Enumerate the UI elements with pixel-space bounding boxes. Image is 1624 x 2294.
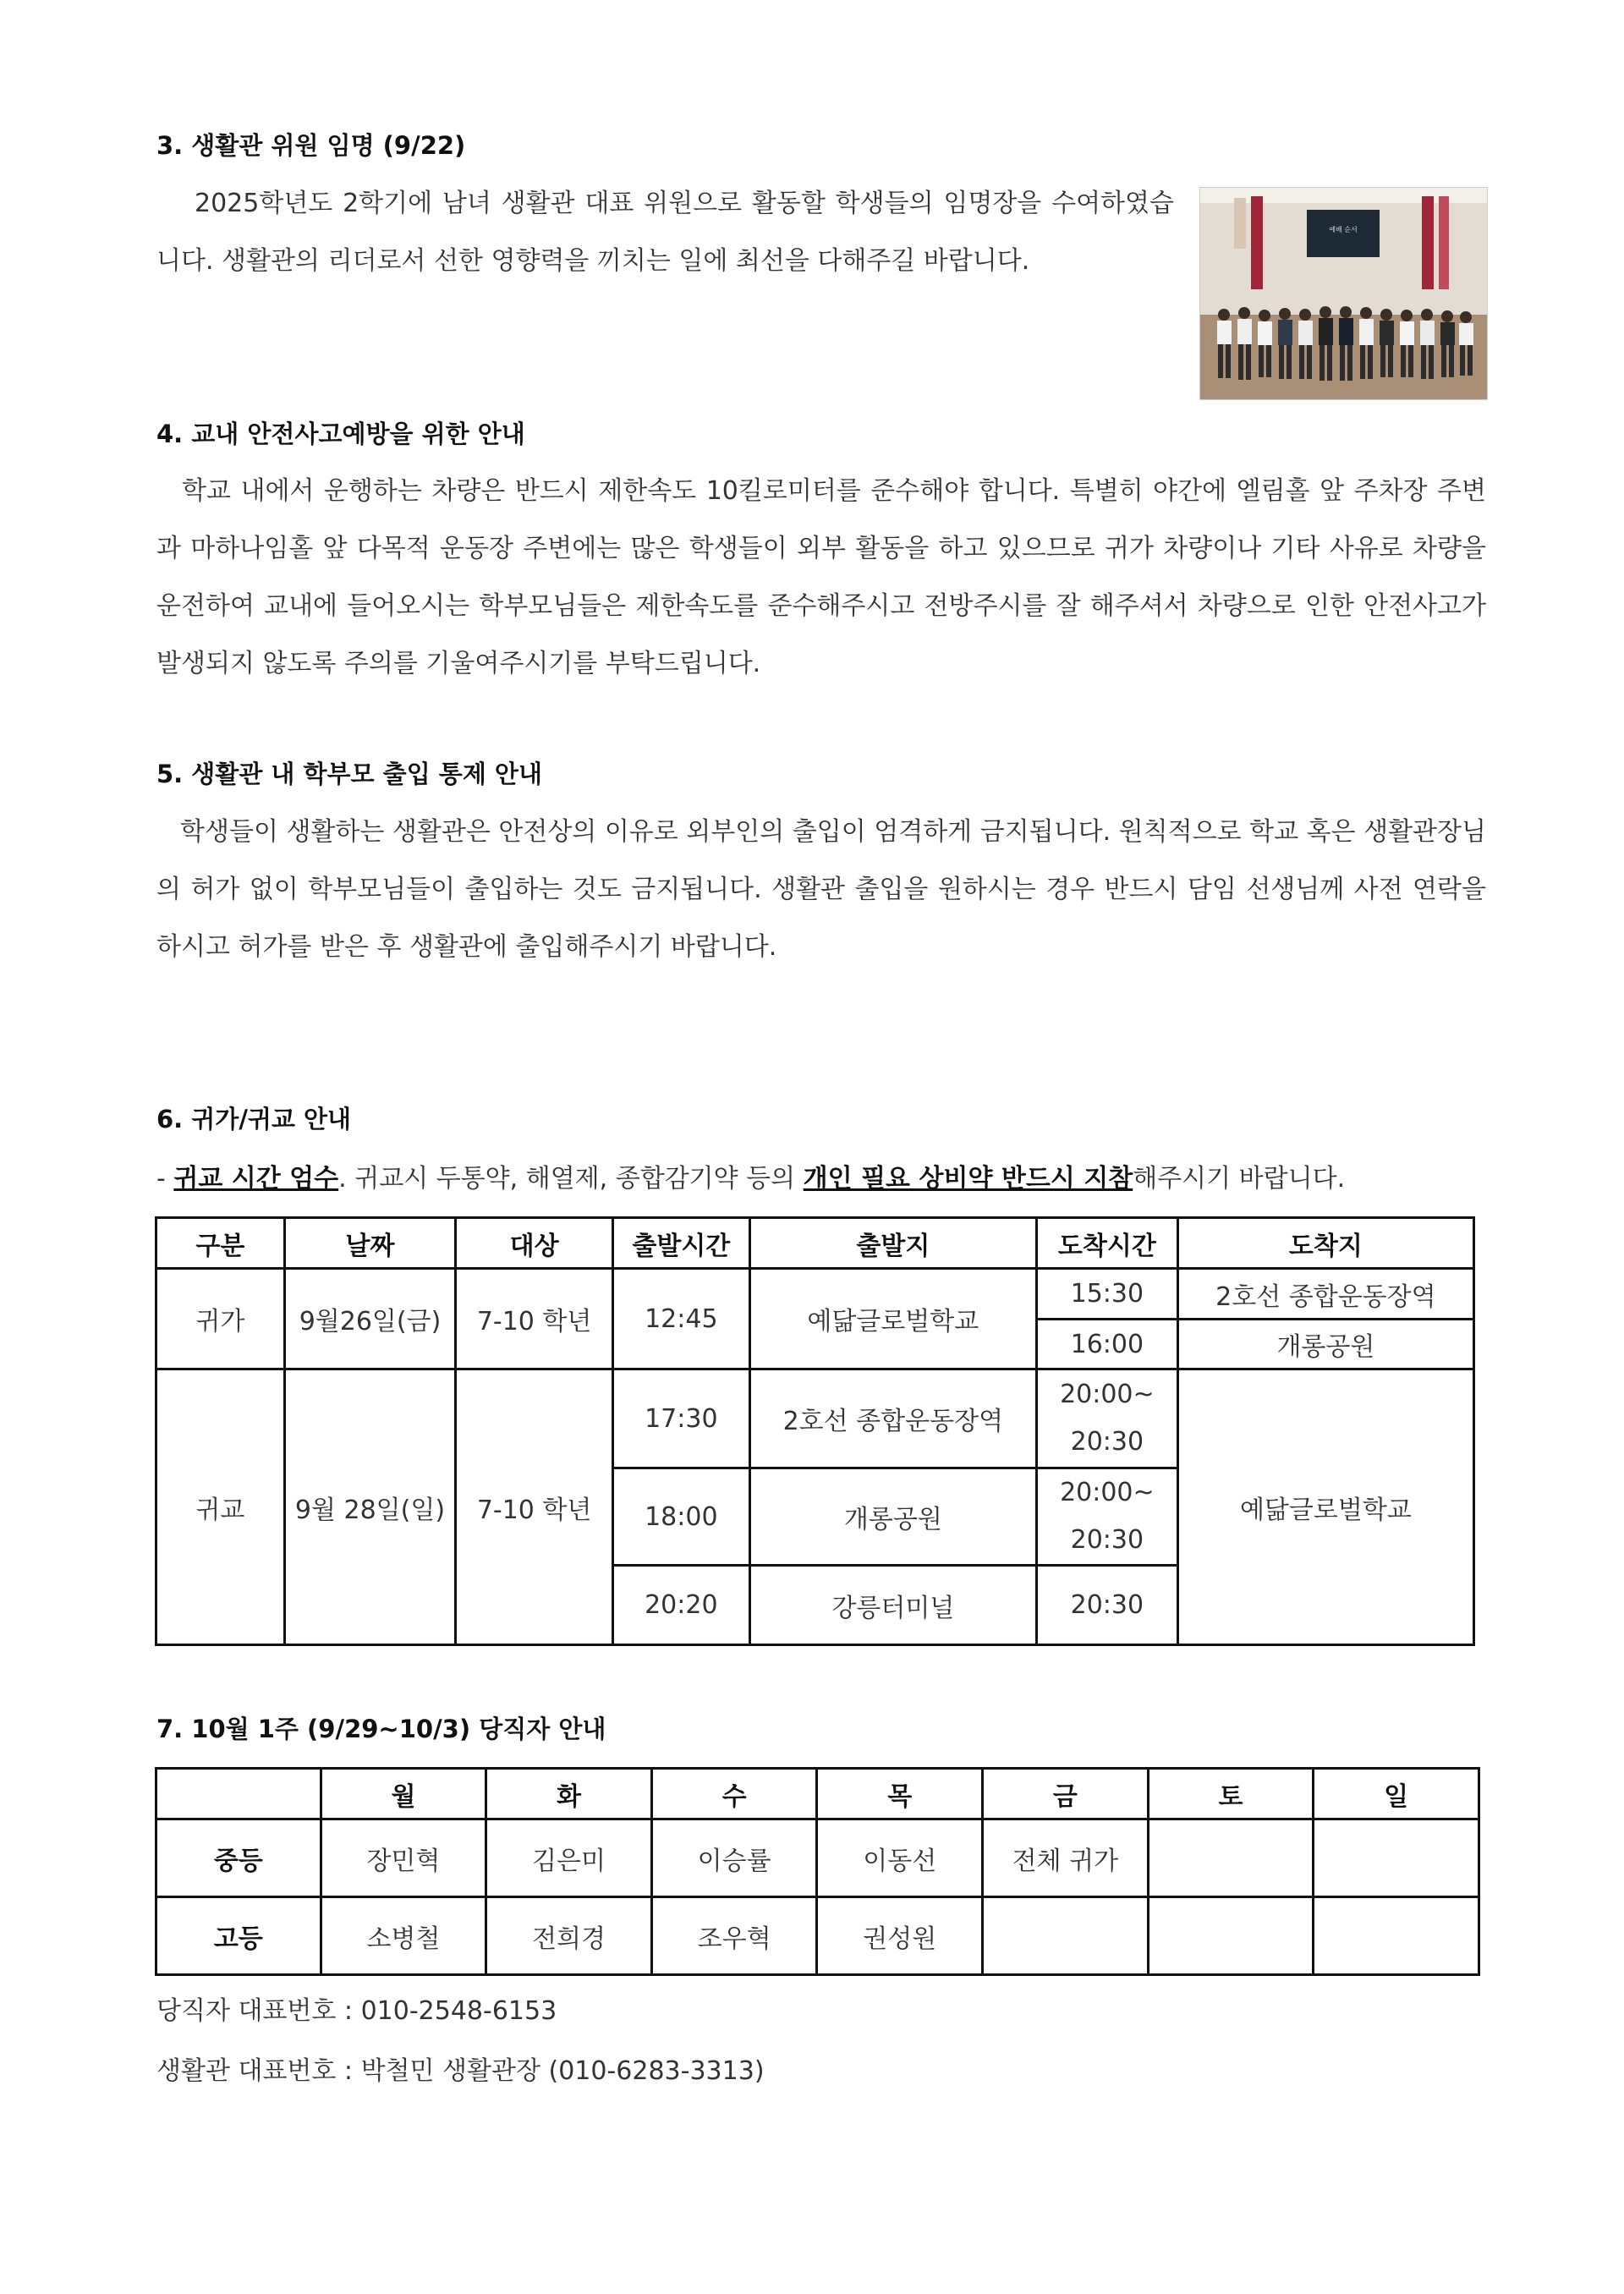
section-5-body: 학생들이 생활하는 생활관은 안전상의 이유로 외부인의 출입이 엄격하게 금지됩니다. 원칙적으로 학교 혹은 생활관장님의 허가 없이 학부모님들이 출입하는 것도 금지됩니다. 생활관 출입을 원하시는 경우 반드시 담임 선생님께 사전 연락을 하시고 허가를 받은 후 생활관에 출입해주시기 바랍니다.	[156, 817, 1486, 962]
notice-emphasis-punctuality: 귀교 시간 엄수	[173, 1164, 339, 1194]
arrival-start: 20:00~	[1060, 1380, 1155, 1409]
appointment-photo	[1199, 187, 1488, 400]
section-4-title: 4. 교내 안전사고예방을 위한 안내	[156, 420, 525, 448]
dorm-phone: 생활관 대표번호 : 박철민 생활관장 (010-6283-3313)	[156, 2056, 765, 2086]
day-header: 수	[651, 1769, 817, 1819]
travel-schedule-table	[155, 1216, 1475, 1646]
duty-name: 권성원	[817, 1897, 983, 1975]
duty-name	[1148, 1819, 1314, 1897]
header-cell-empty	[156, 1769, 321, 1819]
header-cell: 도착지	[1177, 1218, 1473, 1269]
table-header-row	[156, 1769, 1479, 1819]
table-row	[156, 1897, 1479, 1975]
arrival-place: 개롱공원	[1177, 1320, 1473, 1369]
section-4-body: 학교 내에서 운행하는 차량은 반드시 제한속도 10킬로미터를 준수해야 합니다. 특별히 야간에 엘림홀 앞 주차장 주변과 마하나임홀 앞 다목적 운동장 주변에는 많은 학생들이 외부 활동을 하고 있으므로 귀가 차량이나 기타 사유로 차량을 운전하여 교내에 들어오시는 학부모님들은 제한속도를 준수해주시고 전방주시를 잘 해주셔서 차량으로 인한 안전사고가 발생되지 않도록 주의를 기울여주시기를 부탁드립니다.	[156, 476, 1486, 678]
depart-place: 강릉터미널	[749, 1566, 1036, 1645]
duty-phone: 당직자 대표번호 : 010-2548-6153	[156, 1996, 557, 2026]
table-row	[156, 1269, 1474, 1320]
day-header: 월	[321, 1769, 486, 1819]
notice-end: 해주시기 바랍니다.	[1133, 1164, 1346, 1194]
duty-name: 장민혁	[321, 1819, 486, 1897]
section-5-title: 5. 생활관 내 학부모 출입 통제 안내	[156, 760, 542, 788]
header-cell: 출발지	[749, 1218, 1036, 1269]
header-cell: 도착시간	[1036, 1218, 1177, 1269]
header-cell: 구분	[156, 1218, 285, 1269]
day-header: 화	[486, 1769, 652, 1819]
home-depart-place: 예닮글로벌학교	[749, 1269, 1036, 1369]
header-cell: 대상	[456, 1218, 613, 1269]
arrival-end: 20:30	[1070, 1525, 1144, 1555]
row-label: 중등	[156, 1819, 321, 1897]
header-cell: 날짜	[284, 1218, 456, 1269]
return-date: 9월 28일(일)	[284, 1369, 456, 1645]
table-header-row	[156, 1218, 1474, 1269]
table-row	[156, 1819, 1479, 1897]
section-3-body: 2025학년도 2학기에 남녀 생활관 대표 위원으로 활동할 학생들의 임명장을 수여하였습니다. 생활관의 리더로서 선한 영향력을 끼치는 일에 최선을 다해주길 바랍니다.	[156, 189, 1174, 276]
depart-place: 2호선 종합운동장역	[749, 1369, 1036, 1468]
duty-name: 이동선	[817, 1819, 983, 1897]
section-6-title: 6. 귀가/귀교 안내	[156, 1105, 352, 1133]
duty-name: 조우혁	[651, 1897, 817, 1975]
arrival-place: 2호선 종합운동장역	[1177, 1269, 1473, 1320]
arrival-time: 16:00	[1036, 1320, 1177, 1369]
arrival-time-range	[1036, 1369, 1177, 1468]
home-depart-time: 12:45	[612, 1269, 749, 1369]
arrival-start: 20:00~	[1060, 1478, 1155, 1507]
table-row	[156, 1369, 1474, 1468]
notice-middle: . 귀교시 두통약, 해열제, 종합감기약 등의	[338, 1164, 804, 1194]
depart-time: 18:00	[612, 1468, 749, 1566]
day-header: 금	[983, 1769, 1149, 1819]
duty-name	[1314, 1819, 1479, 1897]
header-cell: 출발시간	[612, 1218, 749, 1269]
arrival-time-range	[1036, 1468, 1177, 1566]
duty-name	[1314, 1897, 1479, 1975]
arrival-time: 15:30	[1036, 1269, 1177, 1320]
day-header: 목	[817, 1769, 983, 1819]
group-photo-illustration	[1200, 188, 1487, 399]
return-type: 귀교	[156, 1369, 285, 1645]
day-header: 일	[1314, 1769, 1479, 1819]
return-destination: 예닮글로벌학교	[1177, 1369, 1473, 1645]
depart-time: 17:30	[612, 1369, 749, 1468]
return-target: 7-10 학년	[456, 1369, 613, 1645]
home-type: 귀가	[156, 1269, 285, 1369]
section-3-title: 3. 생활관 위원 임명 (9/22)	[156, 131, 466, 160]
row-label: 고등	[156, 1897, 321, 1975]
depart-time: 20:20	[612, 1566, 749, 1645]
duty-name: 전체 귀가	[983, 1819, 1149, 1897]
section-7-title: 7. 10월 1주 (9/29~10/3) 당직자 안내	[156, 1715, 606, 1743]
screen-text: 예배 순서	[1329, 226, 1358, 233]
return-notice	[156, 1161, 1345, 1198]
notice-emphasis-medicine: 개인 필요 상비약 반드시 지참	[803, 1164, 1133, 1194]
arrival-time: 20:30	[1036, 1566, 1177, 1645]
duty-name: 전희경	[486, 1897, 652, 1975]
duty-name	[1148, 1897, 1314, 1975]
home-target: 7-10 학년	[456, 1269, 613, 1369]
notice-dash: -	[156, 1164, 174, 1194]
duty-name	[983, 1897, 1149, 1975]
day-header: 토	[1148, 1769, 1314, 1819]
duty-name: 김은미	[486, 1819, 652, 1897]
duty-name: 소병철	[321, 1897, 486, 1975]
duty-roster-table	[155, 1767, 1480, 1976]
duty-name: 이승률	[651, 1819, 817, 1897]
depart-place: 개롱공원	[749, 1468, 1036, 1566]
home-date: 9월26일(금)	[284, 1269, 456, 1369]
arrival-end: 20:30	[1070, 1427, 1144, 1457]
